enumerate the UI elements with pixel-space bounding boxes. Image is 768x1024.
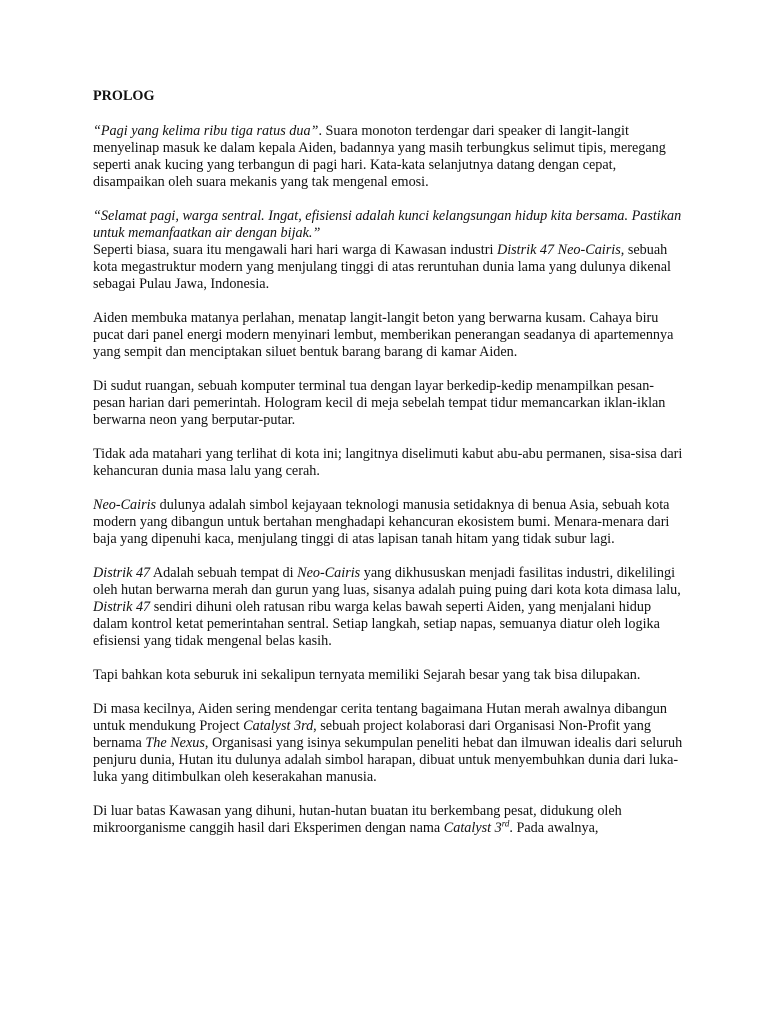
paragraph-p3 (93, 242, 683, 293)
paragraph-p1 (93, 123, 683, 191)
text-span: Neo-Cairis (297, 565, 361, 581)
text-span: Distrik 47 (93, 599, 151, 615)
document-body (93, 123, 683, 837)
text-span: sendiri dihuni oleh ratusan ribu warga kelas bawah seperti Aiden, yang menjalani hidup dalam kontrol ketat pemerintahan sentral. Setiap langkah, setiap napas, semuanya diatur oleh logika efisiensi yang tidak mengenal belas kasih. (93, 599, 660, 649)
text-span: Di luar batas Kawasan yang dihuni, hutan-hutan buatan itu berkembang pesat, didukung oleh mikroorganisme canggih hasil dari Eksperimen dengan nama (93, 803, 622, 836)
paragraph-p6 (93, 446, 683, 480)
paragraph-p2 (93, 208, 683, 242)
text-span: . Pada awalnya, (509, 820, 599, 836)
text-span: The Nexus (145, 735, 205, 751)
paragraph-p11 (93, 803, 683, 837)
text-span: Catalyst 3rd (243, 718, 314, 734)
text-span: dulunya adalah simbol kejayaan teknologi manusia setidaknya di benua Asia, sebuah kota modern yang dibangun untuk bertahan menghadapi kehancuran ekosistem bumi. Menara-menara dari baja yang dipenuhi kaca, menjulang tinggi di atas lapisan tanah hitam yang tidak subur lagi. (93, 497, 670, 547)
text-span: Di masa kecilnya, Aiden sering mendengar cerita tentang bagaimana Hutan merah awalnya dibangun untuk mendukung Project (93, 701, 667, 734)
text-span: Distrik 47 (93, 565, 151, 581)
text-span: , sebuah kota megastruktur modern yang menjulang tinggi di atas reruntuhan dunia lama yang dulunya dikenal sebagai Pulau Jawa, Indonesia. (93, 242, 671, 292)
paragraph-p9 (93, 667, 683, 684)
text-span: , sebuah project kolaborasi dari Organisasi Non-Profit yang bernama (93, 718, 651, 751)
text-span: Di sudut ruangan, sebuah komputer terminal tua dengan layar berkedip-kedip menampilkan pesan-pesan harian dari pemerintah. Hologram kecil di meja sebelah tempat tidur memancarkan iklan-iklan berwarna neon yang berputar-putar. (93, 378, 666, 428)
text-span: Adalah sebuah tempat di (150, 565, 298, 581)
text-span: Catalyst 3 (443, 820, 502, 836)
text-span: “Pagi yang kelima ribu tiga ratus dua” (93, 123, 319, 139)
text-span: Distrik 47 Neo-Cairis (496, 242, 621, 258)
text-span: yang dikhususkan menjadi fasilitas industri, dikelilingi oleh hutan berwarna merah dan gurun yang luas, sisanya adalah puing puing dari kota kota dimasa lalu, (93, 565, 681, 598)
paragraph-p8 (93, 565, 683, 650)
text-span: . Suara monoton terdengar dari speaker di langit-langit menyelinap masuk ke dalam kepala Aiden, badannya yang masih terbungkus selimut tipis, meregang seperti anak kucing yang terbangun di pagi hari. Kata-kata selanjutnya datang dengan cepat, disampaikan oleh suara mekanis yang tak mengenal emosi. (93, 123, 666, 190)
document-title: PROLOG (93, 88, 155, 104)
paragraph-p4 (93, 310, 683, 361)
text-span: “Selamat pagi, warga sentral. Ingat, efisiensi adalah kunci kelangsungan hidup kita bersama. Pastikan untuk memanfaatkan air dengan bijak.” (93, 208, 682, 241)
text-span: Tapi bahkan kota seburuk ini sekalipun ternyata memiliki Sejarah besar yang tak bisa dilupakan. (93, 667, 641, 683)
text-span: rd (501, 818, 510, 829)
text-span: Tidak ada matahari yang terlihat di kota ini; langitnya diselimuti kabut abu-abu permanen, sisa-sisa dari kehancuran dunia masa lalu yang cerah. (93, 446, 683, 479)
paragraph-p5 (93, 378, 683, 429)
text-span: Neo-Cairis (93, 497, 157, 513)
text-span: Aiden membuka matanya perlahan, menatap langit-langit beton yang berwarna kusam. Cahaya biru pucat dari panel energi modern menyinari lembut, memberikan penerangan seadanya di apartemennya yang sempit dan menciptakan siluet bentuk barang barang di kamar Aiden. (93, 310, 674, 360)
paragraph-p10 (93, 701, 683, 786)
paragraph-p7 (93, 497, 683, 548)
document-page (93, 88, 683, 854)
text-span: , Organisasi yang isinya sekumpulan peneliti hebat dan ilmuwan idealis dari seluruh penjuru dunia, Hutan itu dulunya adalah simbol harapan, dibuat untuk menyembuhkan dunia dari luka-luka yang ditimbulkan oleh keserakahan manusia. (93, 735, 683, 785)
text-span: Seperti biasa, suara itu mengawali hari hari warga di Kawasan industri (93, 242, 497, 258)
